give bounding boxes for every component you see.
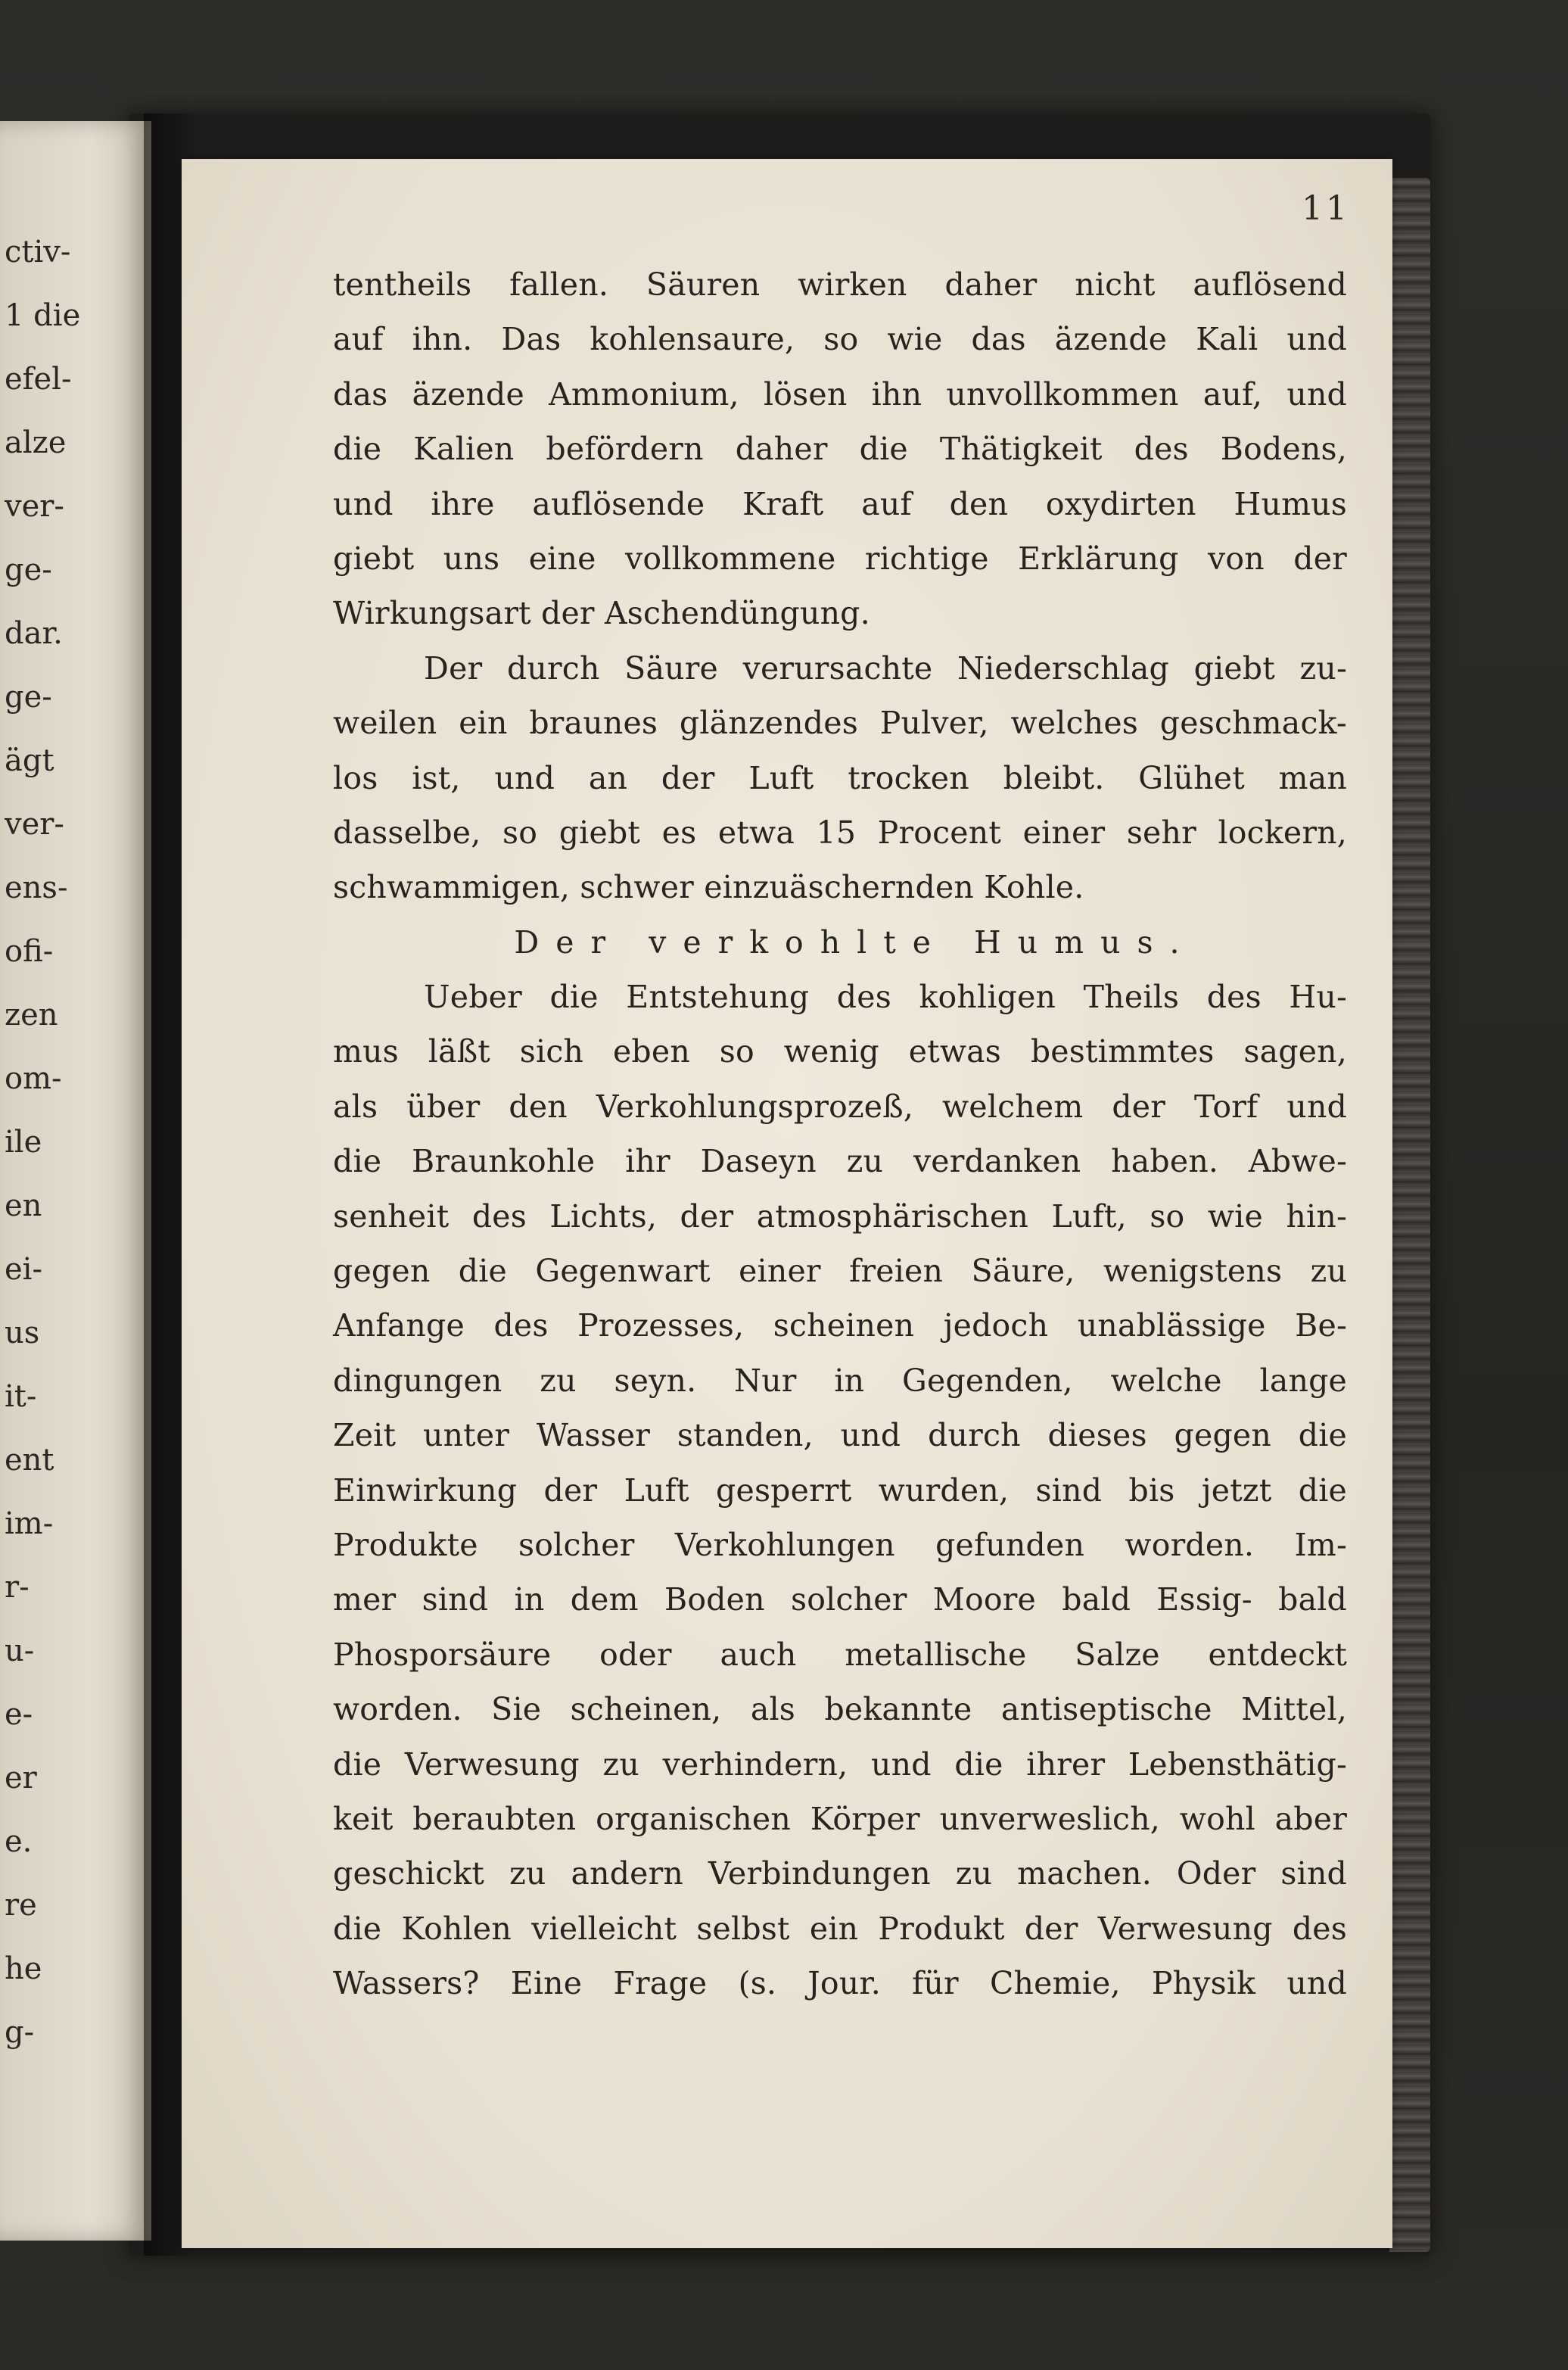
left-page-fragment: 1 die bbox=[5, 298, 81, 333]
left-page-fragment: ei- bbox=[5, 1252, 42, 1287]
text-line: keit beraubten organischen Körper unverweslich, wohl aber bbox=[333, 1800, 1347, 1837]
page-number: 11 bbox=[1302, 189, 1350, 228]
text-line: als über den Verkohlungsprozeß, welchem der Torf und bbox=[333, 1088, 1347, 1125]
left-page-fragment: r- bbox=[5, 1570, 30, 1605]
text-line: und ihre auflösende Kraft auf den oxydirten Humus bbox=[333, 485, 1347, 522]
text-line: los ist, und an der Luft trocken bleibt. Glühet man bbox=[333, 759, 1347, 796]
text-line: mus läßt sich eben so wenig etwas bestimmtes sagen, bbox=[333, 1033, 1347, 1070]
text-line: das äzende Ammonium, lösen ihn unvollkommen auf, und bbox=[333, 375, 1347, 413]
text-line: geschickt zu andern Verbindungen zu machen. Oder sind bbox=[333, 1855, 1347, 1892]
left-page-fragment: ctiv- bbox=[5, 235, 71, 269]
left-page-fragment: zen bbox=[5, 998, 58, 1032]
text-line: Einwirkung der Luft gesperrt wurden, sind bis jetzt die bbox=[333, 1472, 1347, 1509]
text-line: tentheils fallen. Säuren wirken daher nicht auflösend bbox=[333, 266, 1347, 303]
text-line: auf ihn. Das kohlensaure, so wie das äzende Kali und bbox=[333, 321, 1347, 358]
section-heading: Der verkohlte Humus. bbox=[514, 923, 1196, 961]
text-line: Der durch Säure verursachte Niederschlag giebt zu- bbox=[424, 649, 1347, 687]
text-line: Ueber die Entstehung des kohligen Theils des Hu- bbox=[424, 979, 1347, 1016]
text-line: die Kohlen vielleicht selbst ein Produkt der Verwesung des bbox=[333, 1910, 1347, 1947]
left-page-fragment: g- bbox=[5, 2015, 35, 2050]
left-page-fragment: ge- bbox=[5, 553, 52, 587]
text-line: schwammigen, schwer einzuäschernden Kohle. bbox=[333, 869, 1084, 906]
left-page-fragment: e- bbox=[5, 1697, 33, 1732]
left-page-fragment: en bbox=[5, 1188, 42, 1223]
text-line: giebt uns eine vollkommene richtige Erklärung von der bbox=[333, 540, 1347, 577]
text-line: die Verwesung zu verhindern, und die ihrer Lebensthätig- bbox=[333, 1746, 1347, 1783]
left-page-fragment: ofi- bbox=[5, 934, 54, 969]
left-page-fragment: ge- bbox=[5, 680, 52, 715]
text-line: senheit des Lichts, der atmosphärischen Luft, so wie hin- bbox=[333, 1197, 1347, 1235]
left-page-fragment: ver- bbox=[5, 489, 64, 524]
left-page-fragment: ägt bbox=[5, 743, 54, 778]
left-page-fragment: ent bbox=[5, 1443, 54, 1478]
text-line: Produkte solcher Verkohlungen gefunden worden. Im- bbox=[333, 1526, 1347, 1563]
left-page-fragment: it- bbox=[5, 1379, 37, 1414]
text-line: Anfange des Prozesses, scheinen jedoch unablässige Be- bbox=[333, 1307, 1347, 1344]
body-text bbox=[333, 257, 1347, 2011]
left-page-fragment: u- bbox=[5, 1633, 35, 1668]
text-line: worden. Sie scheinen, als bekannte antiseptische Mittel, bbox=[333, 1691, 1347, 1728]
left-page-fragment: re bbox=[5, 1888, 37, 1923]
left-page-fragment: alze bbox=[5, 425, 67, 460]
text-line: dasselbe, so giebt es etwa 15 Procent einer sehr lockern, bbox=[333, 814, 1347, 851]
text-line: weilen ein braunes glänzendes Pulver, welches geschmack- bbox=[333, 705, 1347, 742]
text-line: dingungen zu seyn. Nur in Gegenden, welche lange bbox=[333, 1362, 1347, 1399]
left-page-fragment: om- bbox=[5, 1061, 62, 1096]
text-line: gegen die Gegenwart einer freien Säure, wenigstens zu bbox=[333, 1253, 1347, 1290]
left-page-fragment: e. bbox=[5, 1824, 33, 1859]
left-page-fragment: ver- bbox=[5, 807, 64, 842]
left-page-fragment: er bbox=[5, 1761, 37, 1795]
text-line: Wirkungsart der Aschendüngung. bbox=[333, 595, 870, 632]
text-line: Phosporsäure oder auch metallische Salze entdeckt bbox=[333, 1636, 1347, 1673]
text-line: Zeit unter Wasser standen, und durch dieses gegen die bbox=[333, 1417, 1347, 1454]
left-page-fragment: ile bbox=[5, 1125, 42, 1160]
left-page-fragment: im- bbox=[5, 1506, 54, 1541]
text-line: die Kalien befördern daher die Thätigkeit des Bodens, bbox=[333, 431, 1347, 468]
left-facing-page bbox=[0, 121, 151, 2241]
left-page-fragment: dar. bbox=[5, 616, 63, 651]
text-line: die Braunkohle ihr Daseyn zu verdanken haben. Abwe- bbox=[333, 1143, 1347, 1180]
text-line: Wassers? Eine Frage (s. Jour. für Chemie, Physik und bbox=[333, 1965, 1347, 2002]
text-line: mer sind in dem Boden solcher Moore bald Essig- bald bbox=[333, 1581, 1347, 1618]
left-page-fragment: ens- bbox=[5, 870, 68, 905]
left-page-fragment: efel- bbox=[5, 362, 72, 397]
left-page-fragment: us bbox=[5, 1316, 40, 1350]
cover-edge bbox=[1389, 178, 1430, 2252]
left-page-fragment: he bbox=[5, 1951, 42, 1986]
